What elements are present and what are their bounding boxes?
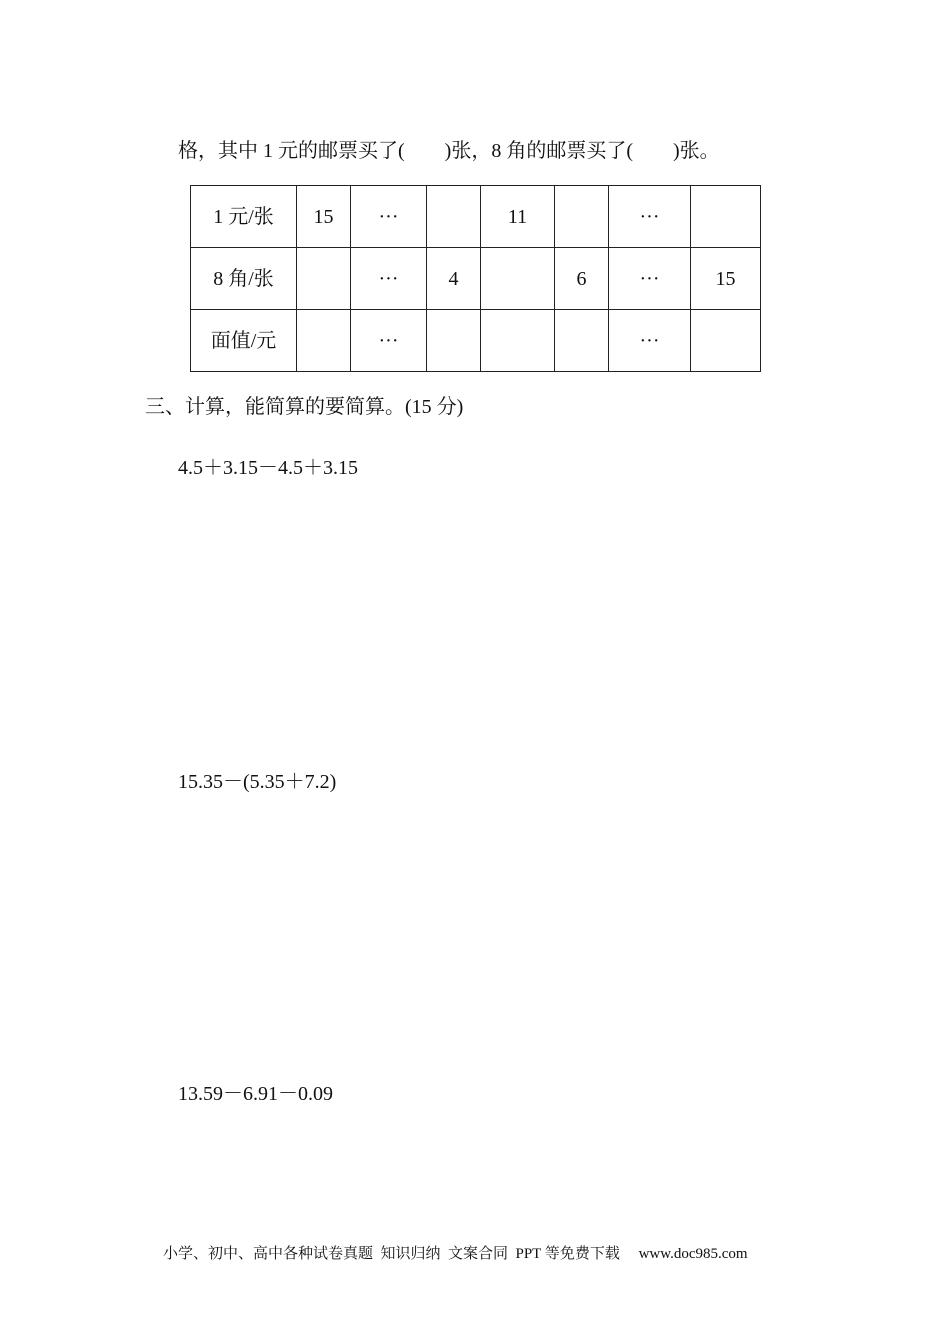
table-cell: 11	[481, 186, 555, 248]
table-cell: 15	[297, 186, 351, 248]
row-label: 8 角/张	[191, 248, 297, 310]
question-intro-text: 格，其中 1 元的邮票买了( )张，8 角的邮票买了( )张。	[178, 140, 720, 162]
footer-text: 小学、初中、高中各种试卷真题 知识归纳 文案合同 PPT 等免费下载 www.doc985.com	[163, 1246, 748, 1262]
table-cell	[555, 310, 609, 372]
row-label: 面值/元	[191, 310, 297, 372]
table-cell: 15	[691, 248, 761, 310]
table-row	[191, 186, 761, 248]
stamp-table	[190, 185, 761, 372]
table-cell: ···	[609, 248, 691, 310]
table-cell: ···	[351, 248, 427, 310]
section-heading: 三、计算，能简算的要简算。(15 分)	[145, 396, 464, 418]
table-row	[191, 310, 761, 372]
table-cell: 6	[555, 248, 609, 310]
table-cell	[481, 310, 555, 372]
expression-3: 13.59－6.91－0.09	[178, 1083, 333, 1105]
row-label: 1 元/张	[191, 186, 297, 248]
table-row	[191, 248, 761, 310]
table-cell	[691, 310, 761, 372]
expression-1: 4.5＋3.15－4.5＋3.15	[178, 457, 358, 479]
table-cell: ···	[609, 310, 691, 372]
table-cell	[691, 186, 761, 248]
table-cell: ···	[609, 186, 691, 248]
table-cell	[427, 186, 481, 248]
expression-2: 15.35－(5.35＋7.2)	[178, 771, 337, 793]
table-cell: ···	[351, 310, 427, 372]
table-cell: ···	[351, 186, 427, 248]
table-cell	[297, 310, 351, 372]
table-cell	[427, 310, 481, 372]
table-cell	[297, 248, 351, 310]
table-cell: 4	[427, 248, 481, 310]
table-cell	[555, 186, 609, 248]
table-cell	[481, 248, 555, 310]
